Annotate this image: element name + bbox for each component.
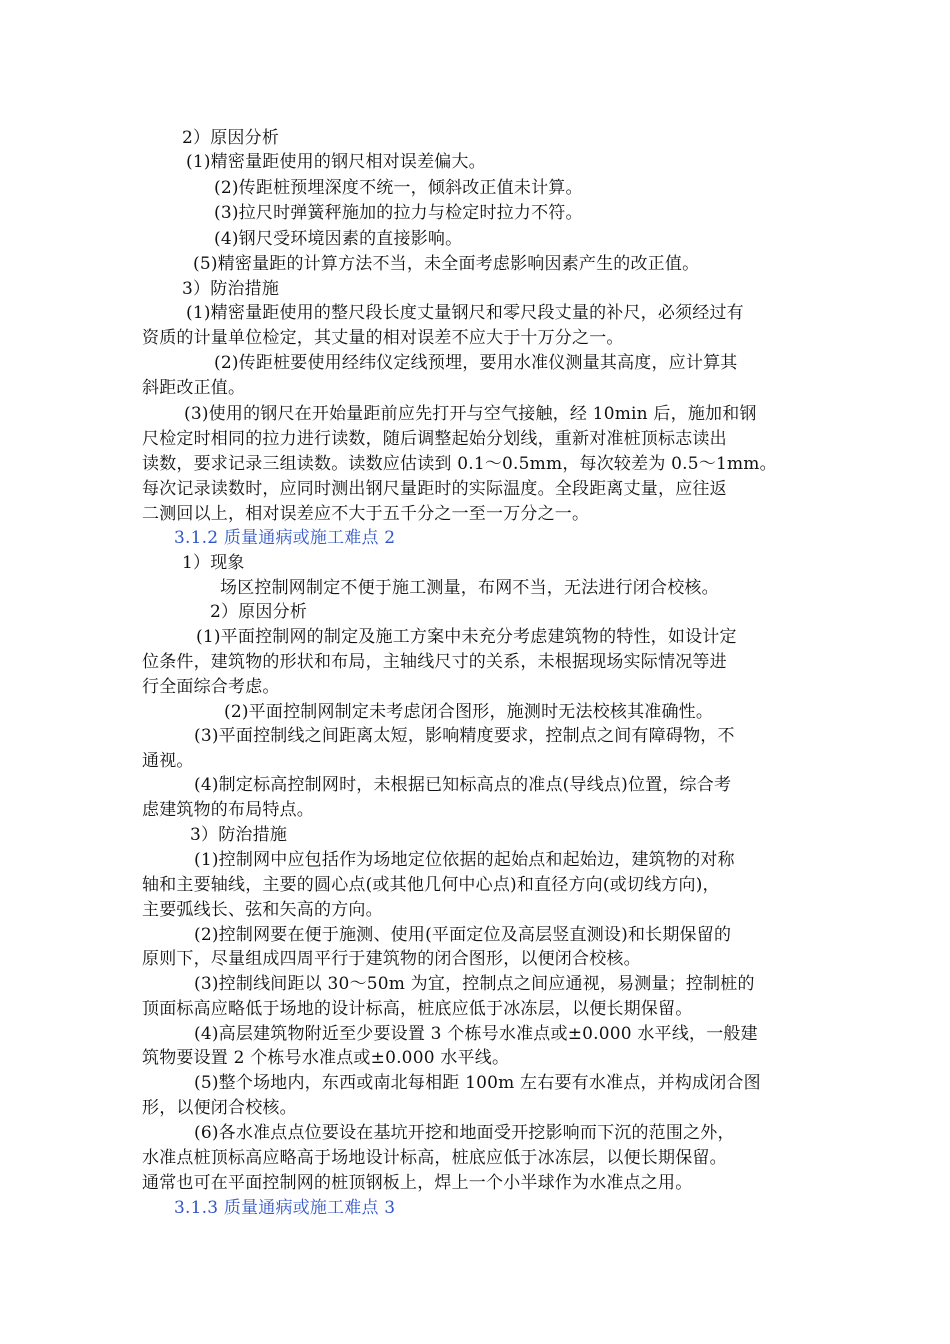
paragraph-line: (4)制定标高控制网时，未根据已知标高点的准点(导线点)位置，综合考	[194, 775, 732, 795]
paragraph-line: 水准点桩顶标高应略高于场地设计标高，桩底应低于冰冻层，以便长期保留。	[142, 1148, 727, 1168]
section-heading: 2）原因分析	[210, 602, 308, 622]
list-item: (1)精密量距使用的钢尺相对误差偏大。	[186, 152, 486, 172]
paragraph-line: 斜距改正值。	[142, 378, 246, 398]
list-item: (5)精密量距的计算方法不当，未全面考虑影响因素产生的改正值。	[193, 254, 700, 274]
paragraph-line: (6)各水准点点位要设在基坑开挖和地面受开挖影响而下沉的范围之外，	[194, 1123, 735, 1143]
paragraph-line: 通视。	[142, 751, 194, 771]
paragraph-line: 每次记录读数时，应同时测出钢尺量距时的实际温度。全段距离丈量，应往返	[142, 479, 727, 499]
paragraph-line: (3)控制线间距以 30～50m 为宜，控制点之间应通视，易测量；控制桩的	[194, 974, 755, 994]
section-heading: 3）防治措施	[182, 279, 280, 299]
paragraph-line: (2)控制网要在便于施测、使用(平面定位及高层竖直测设)和长期保留的	[194, 925, 732, 945]
paragraph-line: 顶面标高应略低于场地的设计标高，桩底应低于冰冻层，以便长期保留。	[142, 999, 693, 1019]
paragraph-line: 读数，要求记录三组读数。读数应估读到 0.1～0.5mm，每次较差为 0.5～1mm。	[142, 454, 777, 474]
subsection-heading: 3.1.3 质量通病或施工难点 3	[174, 1198, 396, 1218]
list-item: (2)传距桩预埋深度不统一，倾斜改正值未计算。	[214, 178, 583, 198]
paragraph-line: 筑物要设置 2 个栋号水准点或±0.000 水平线。	[142, 1048, 510, 1068]
list-item: (3)拉尺时弹簧秤施加的拉力与检定时拉力不符。	[214, 203, 583, 223]
subsection-heading: 3.1.2 质量通病或施工难点 2	[174, 528, 396, 548]
paragraph-line: 尺检定时相同的拉力进行读数，随后调整起始分划线，重新对准桩顶标志读出	[142, 429, 727, 449]
paragraph-line: (2)传距桩要使用经纬仪定线预埋，要用水准仪测量其高度，应计算其	[214, 353, 738, 373]
paragraph-line: (3)平面控制线之间距离太短，影响精度要求，控制点之间有障碍物，不	[194, 726, 735, 746]
paragraph-line: 资质的计量单位检定，其丈量的相对误差不应大于十万分之一。	[142, 328, 624, 348]
paragraph-line: 行全面综合考虑。	[142, 677, 280, 697]
section-heading: 3）防治措施	[190, 825, 288, 845]
paragraph-line: 形，以便闭合校核。	[142, 1098, 297, 1118]
paragraph-line: 位条件，建筑物的形状和布局，主轴线尺寸的关系，未根据现场实际情况等进	[142, 652, 727, 672]
paragraph-line: 主要弧线长、弦和矢高的方向。	[142, 900, 383, 920]
paragraph-line: 通常也可在平面控制网的桩顶钢板上，焊上一个小半球作为水准点之用。	[142, 1173, 693, 1193]
paragraph-line: 轴和主要轴线，主要的圆心点(或其他几何中心点)和直径方向(或切线方向)，	[142, 875, 720, 895]
paragraph-line: (5)整个场地内，东西或南北每相距 100m 左右要有水准点，并构成闭合图	[194, 1073, 761, 1093]
paragraph-line: 二测回以上，相对误差应不大于五千分之一至一万分之一。	[142, 504, 590, 524]
list-item: (2)平面控制网制定未考虑闭合图形，施测时无法校核其准确性。	[224, 702, 714, 722]
paragraph-line: 场区控制网制定不便于施工测量，布网不当，无法进行闭合校核。	[220, 578, 719, 598]
list-item: (4)钢尺受环境因素的直接影响。	[214, 229, 463, 249]
section-heading: 1）现象	[182, 553, 245, 573]
paragraph-line: (3)使用的钢尺在开始量距前应先打开与空气接触，经 10min 后，施加和钢	[184, 404, 757, 424]
paragraph-line: 虑建筑物的布局特点。	[142, 800, 314, 820]
section-heading: 2）原因分析	[182, 128, 280, 148]
paragraph-line: (1)控制网中应包括作为场地定位依据的起始点和起始边，建筑物的对称	[194, 850, 735, 870]
paragraph-line: 原则下，尽量组成四周平行于建筑物的闭合图形，以便闭合校核。	[142, 949, 641, 969]
paragraph-line: (1)平面控制网的制定及施工方案中未充分考虑建筑物的特性，如设计定	[196, 627, 737, 647]
paragraph-line: (1)精密量距使用的整尺段长度丈量钢尺和零尺段丈量的补尺，必须经过有	[186, 303, 744, 323]
paragraph-line: (4)高层建筑物附近至少要设置 3 个栋号水准点或±0.000 水平线，一般建	[194, 1024, 758, 1044]
